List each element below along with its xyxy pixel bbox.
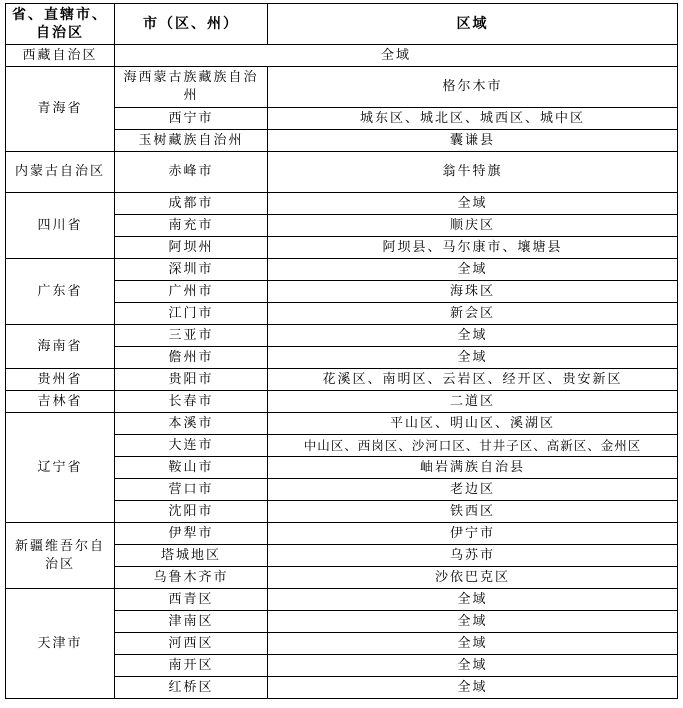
city-cell: 河西区 [115,633,268,655]
province-cell: 青海省 [6,67,115,152]
area-cell: 中山区、西岗区、沙河口区、甘井子区、高新区、金州区 [268,435,678,457]
area-cell: 花溪区、南明区、云岩区、经开区、贵安新区 [268,369,678,391]
area-cell: 岫岩满族自治县 [268,457,678,479]
table-row [6,589,678,611]
region-table [5,3,678,699]
table-row [6,67,678,108]
area-cell: 阿坝县、马尔康市、壤塘县 [268,237,678,259]
region-table-container [5,3,677,699]
city-cell: 本溪市 [115,413,268,435]
province-cell: 贵州省 [6,369,115,391]
province-cell: 四川省 [6,193,115,259]
province-cell: 西藏自治区 [6,45,115,67]
area-cell: 全域 [268,193,678,215]
area-cell: 城东区、城北区、城西区、城中区 [268,108,678,130]
city-cell: 伊犁市 [115,523,268,545]
table-row [6,325,678,347]
city-cell: 营口市 [115,479,268,501]
province-cell: 天津市 [6,589,115,699]
city-cell: 津南区 [115,611,268,633]
city-cell: 阿坝州 [115,237,268,259]
area-cell: 全域 [115,45,678,67]
area-cell: 翁牛特旗 [268,152,678,193]
area-cell: 全域 [268,347,678,369]
area-cell: 海珠区 [268,281,678,303]
area-cell: 乌苏市 [268,545,678,567]
city-cell: 南开区 [115,655,268,677]
province-cell: 广东省 [6,259,115,325]
city-cell: 玉树藏族自治州 [115,130,268,152]
area-cell: 全域 [268,259,678,281]
area-cell: 伊宁市 [268,523,678,545]
area-cell: 全域 [268,611,678,633]
area-cell: 二道区 [268,391,678,413]
table-row [6,391,678,413]
city-cell: 成都市 [115,193,268,215]
table-row [6,193,678,215]
city-cell: 长春市 [115,391,268,413]
area-cell: 平山区、明山区、溪湖区 [268,413,678,435]
province-cell: 辽宁省 [6,413,115,523]
area-cell: 全域 [268,325,678,347]
city-cell: 贵阳市 [115,369,268,391]
header-city: 市（区、州） [115,4,268,45]
area-cell: 格尔木市 [268,67,678,108]
area-cell: 全域 [268,633,678,655]
province-cell: 内蒙古自治区 [6,152,115,193]
city-cell: 三亚市 [115,325,268,347]
table-row [6,259,678,281]
area-cell: 全域 [268,655,678,677]
area-cell: 铁西区 [268,501,678,523]
area-cell: 新会区 [268,303,678,325]
city-cell: 沈阳市 [115,501,268,523]
city-cell: 塔城地区 [115,545,268,567]
city-cell: 乌鲁木齐市 [115,567,268,589]
city-cell: 西宁市 [115,108,268,130]
area-cell: 沙依巴克区 [268,567,678,589]
city-cell: 西青区 [115,589,268,611]
city-cell: 大连市 [115,435,268,457]
header-province: 省、直辖市、自治区 [6,4,115,45]
city-cell: 鞍山市 [115,457,268,479]
area-cell: 老边区 [268,479,678,501]
province-cell: 海南省 [6,325,115,369]
table-row [6,152,678,193]
area-cell: 囊谦县 [268,130,678,152]
city-cell: 南充市 [115,215,268,237]
city-cell: 赤峰市 [115,152,268,193]
city-cell: 深圳市 [115,259,268,281]
city-cell: 儋州市 [115,347,268,369]
city-cell: 红桥区 [115,677,268,699]
header-area: 区域 [268,4,678,45]
area-cell: 全域 [268,589,678,611]
area-cell: 顺庆区 [268,215,678,237]
table-row [6,369,678,391]
table-row [6,45,678,67]
province-cell: 吉林省 [6,391,115,413]
table-row [6,413,678,435]
city-cell: 海西蒙古族藏族自治州 [115,67,268,108]
city-cell: 广州市 [115,281,268,303]
province-cell: 新疆维吾尔自治区 [6,523,115,589]
city-cell: 江门市 [115,303,268,325]
table-header-row [6,4,678,45]
area-cell: 全域 [268,677,678,699]
table-row [6,523,678,545]
